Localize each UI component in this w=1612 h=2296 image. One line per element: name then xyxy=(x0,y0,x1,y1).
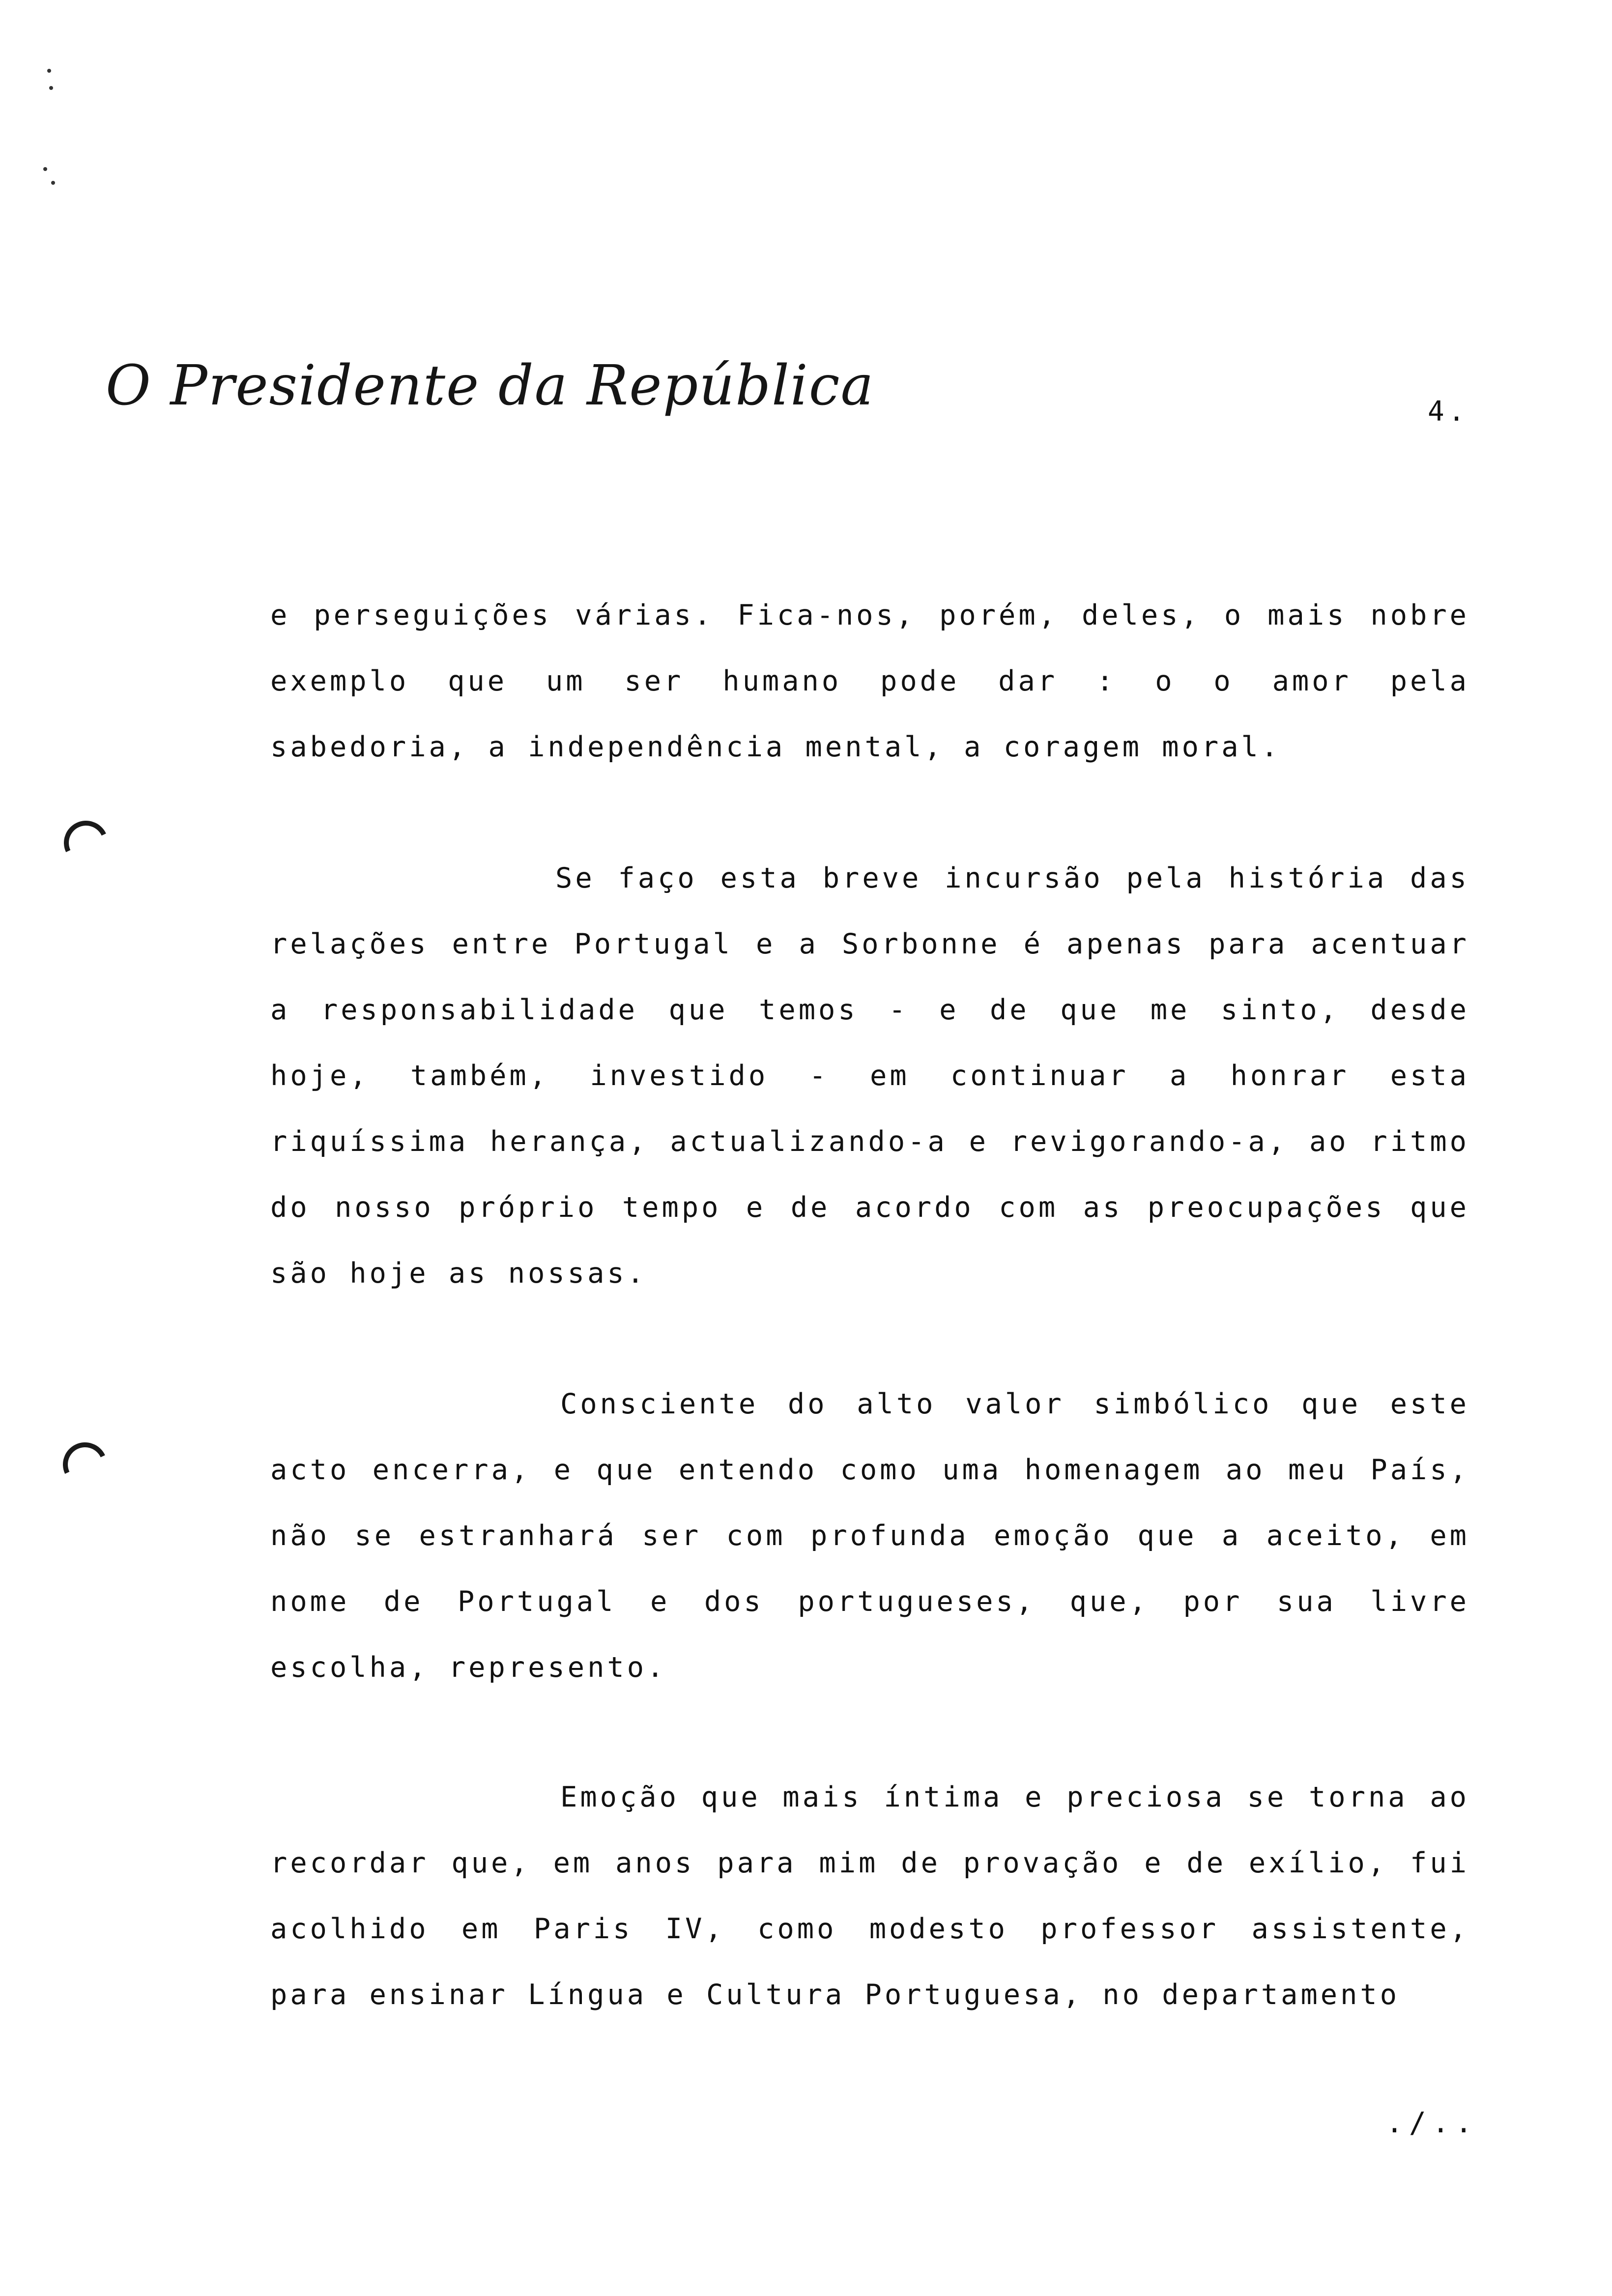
paragraph-1 xyxy=(270,582,1469,780)
punch-mark-icon xyxy=(57,1436,113,1492)
paragraph-2 xyxy=(270,845,1469,1306)
margin-speck xyxy=(51,181,55,185)
continuation-mark: ./.. xyxy=(1386,2106,1478,2139)
paragraph-4 xyxy=(270,1764,1469,2028)
page-number: 4. xyxy=(1428,396,1469,428)
paragraph-text: Consciente do alto valor simbólico que este acto encerra, e que entendo como uma homenagem ao meu País, não se estranhará ser com profunda emoção que a aceito, em nome de Portugal e dos portugueses, que, por sua livre escolha, represento. xyxy=(270,1388,1469,1684)
paragraph-text: Emoção que mais íntima e preciosa se torna ao recordar que, em anos para mim de provação e de exílio, fui acolhido em Paris IV, como modesto professor assistente, para ensinar Língua e Cultura Portuguesa, no departamento xyxy=(270,1781,1469,2011)
margin-speck xyxy=(43,167,47,171)
letterhead: O Presidente da República xyxy=(106,354,875,418)
punch-mark-icon xyxy=(58,814,114,871)
paragraph-text: e perseguições várias. Fica-nos, porém, deles, o mais nobre exemplo que um ser humano pode dar : o o amor pela sabedoria, a independência mental, a coragem moral. xyxy=(270,599,1469,763)
paragraph-3 xyxy=(270,1371,1469,1700)
margin-speck xyxy=(49,86,53,90)
paragraph-text: Se faço esta breve incursão pela história das relações entre Portugal e a Sorbonne é apenas para acentuar a responsabilidade que temos - e de que me sinto, desde hoje, também, investido - em continuar a honrar esta riquíssima herança, actualizando-a e revigorando-a, ao ritmo do nosso próprio tempo e de acordo com as preocupações que são hoje as nossas. xyxy=(270,862,1469,1290)
margin-speck xyxy=(47,69,51,73)
